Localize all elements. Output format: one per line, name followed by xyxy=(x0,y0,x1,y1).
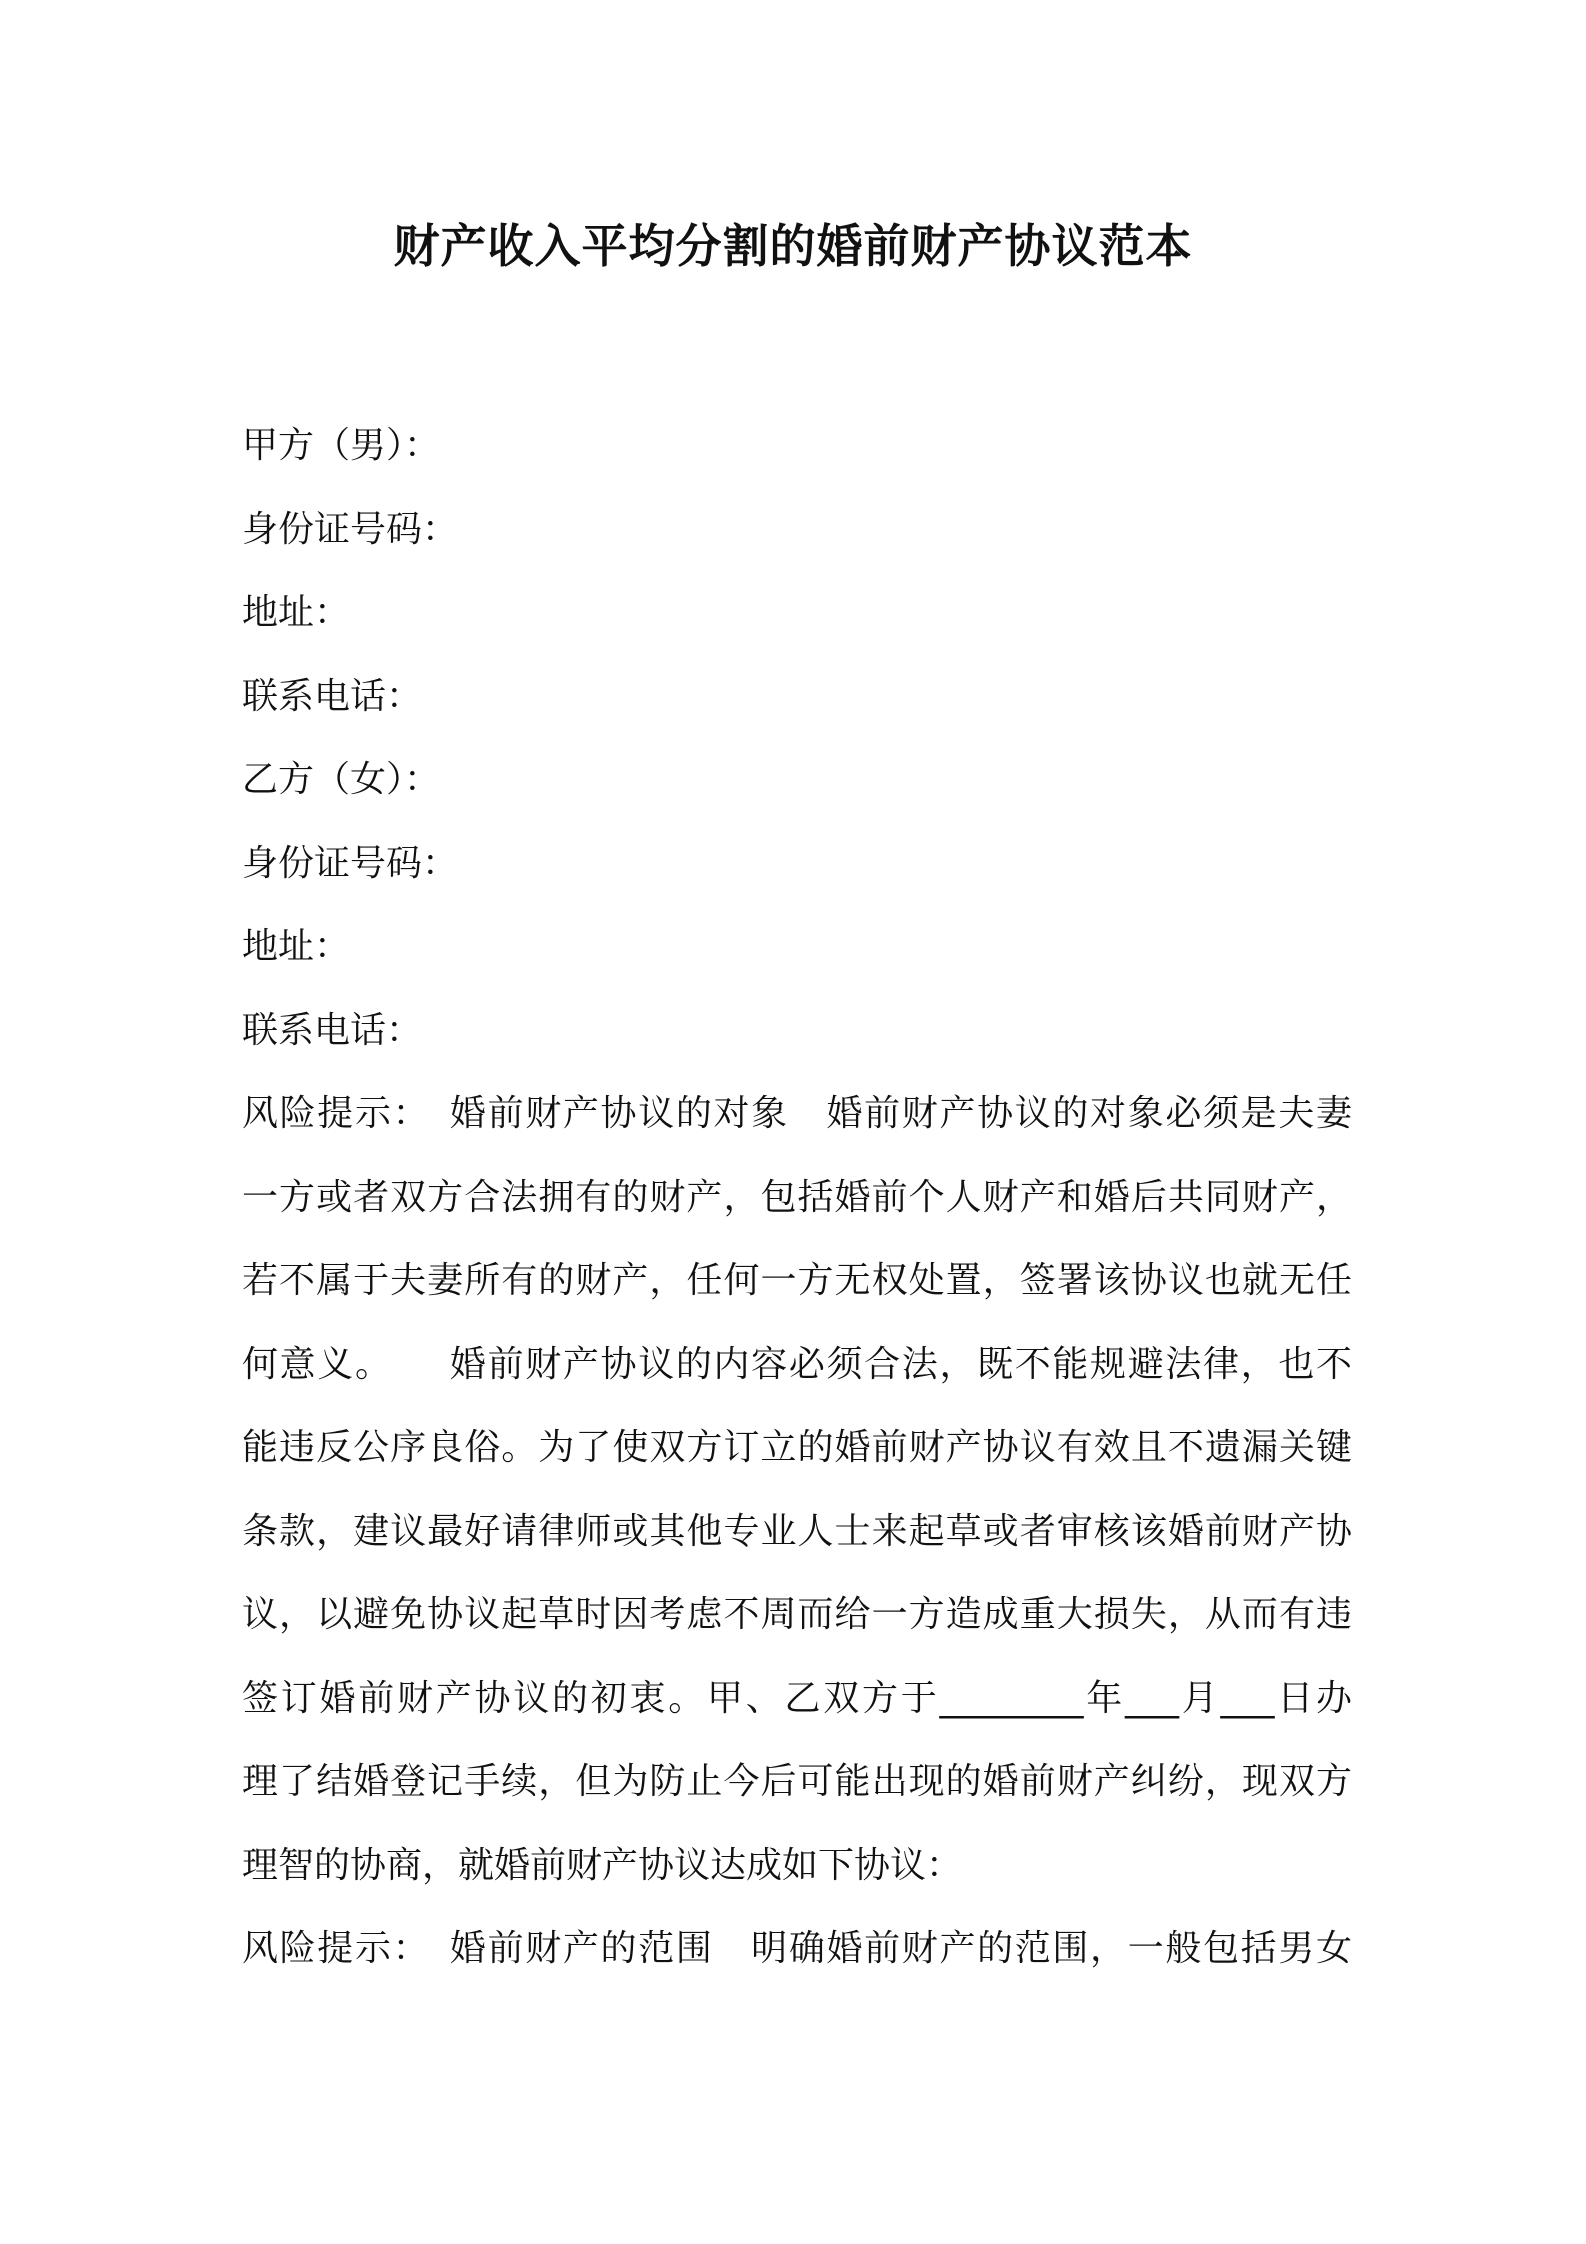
paragraph-line: 风险提示： 婚前财产协议的对象 婚前财产协议的对象必须是夫妻 xyxy=(242,1093,1352,1134)
paragraph-line: 条款，建议最好请律师或其他专业人士来起草或者审核该婚前财产协 xyxy=(242,1510,1352,1552)
party-b-id-label: 身份证号码： xyxy=(242,842,459,884)
party-a-address-label: 地址： xyxy=(242,592,351,633)
party-b-address-label: 地址： xyxy=(242,926,351,967)
party-a-id-label: 身份证号码： xyxy=(242,508,459,550)
paragraph-line: 能违反公序良俗。为了使双方订立的婚前财产协议有效且不遗漏关键 xyxy=(242,1427,1352,1468)
party-b-label: 乙方（女）： xyxy=(242,759,441,800)
paragraph-line: 何意义。 婚前财产协议的内容必须合法，既不能规避法律，也不 xyxy=(242,1343,1352,1385)
paragraph-line: 议，以避免协议起草时因考虑不周而给一方造成重大损失，从而有违 xyxy=(242,1594,1352,1635)
paragraph-line: 若不属于夫妻所有的财产，任何一方无权处置，签署该协议也就无任 xyxy=(242,1260,1352,1301)
paragraph-line: 签订婚前财产协议的初衷。甲、乙双方于________年___月___日办 xyxy=(242,1677,1352,1719)
document-title: 财产收入平均分割的婚前财产协议范本 xyxy=(393,219,1193,273)
paragraph-line: 一方或者双方合法拥有的财产，包括婚前个人财产和婚后共同财产， xyxy=(242,1176,1352,1218)
party-a-label: 甲方（男）： xyxy=(242,425,441,466)
paragraph-line: 理了结婚登记手续，但为防止今后可能出现的婚前财产纠纷，现双方 xyxy=(242,1761,1352,1802)
risk-tip-line: 风险提示： 婚前财产的范围 明确婚前财产的范围，一般包括男女 xyxy=(242,1928,1352,1969)
party-a-phone-label: 联系电话： xyxy=(242,675,423,717)
party-b-phone-label: 联系电话： xyxy=(242,1009,423,1051)
document-body xyxy=(242,404,1352,1991)
paragraph-last-line: 理智的协商，就婚前财产协议达成如下协议： xyxy=(242,1844,963,1886)
